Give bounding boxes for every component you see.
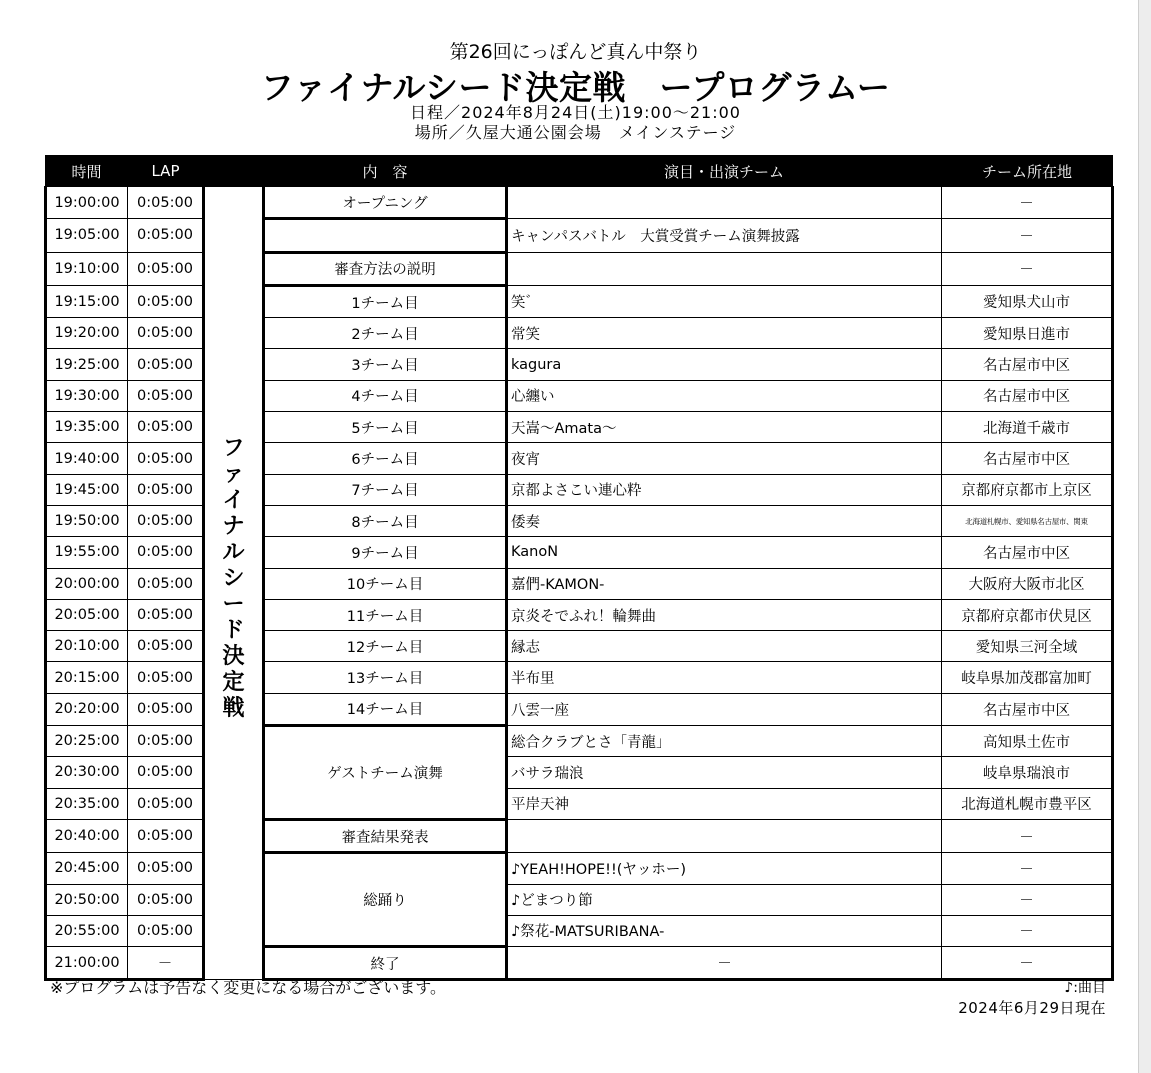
program-cell: 京炎そでふれ！輪舞曲 bbox=[507, 599, 942, 630]
program-cell bbox=[507, 819, 942, 852]
content-cell: 7チーム目 bbox=[264, 474, 507, 505]
content-cell: 11チーム目 bbox=[264, 599, 507, 630]
lap-cell: 0:05:00 bbox=[128, 853, 204, 884]
schedule-line: 日程／2024年8月24日(土)19:00〜21:00 bbox=[410, 103, 741, 122]
location-cell: － bbox=[942, 187, 1113, 219]
program-cell: 嘉們-KAMON- bbox=[507, 568, 942, 599]
time-cell: 19:35:00 bbox=[46, 412, 128, 443]
program-cell: 縁志 bbox=[507, 631, 942, 662]
content-cell: オープニング bbox=[264, 187, 507, 219]
lap-cell: 0:05:00 bbox=[128, 380, 204, 411]
program-cell: 倭奏 bbox=[507, 505, 942, 536]
lap-cell: 0:05:00 bbox=[128, 187, 204, 219]
program-table bbox=[44, 155, 1114, 981]
program-cell bbox=[507, 187, 942, 219]
location-cell: 京都府京都市上京区 bbox=[942, 474, 1113, 505]
time-cell: 20:50:00 bbox=[46, 884, 128, 915]
location-cell: 愛知県犬山市 bbox=[942, 285, 1113, 317]
lap-cell: 0:05:00 bbox=[128, 662, 204, 693]
location-cell: 北海道札幌市、愛知県名古屋市、関東 bbox=[942, 505, 1113, 536]
program-cell: KanoN bbox=[507, 537, 942, 568]
lap-cell: 0:05:00 bbox=[128, 443, 204, 474]
lap-cell: － bbox=[128, 947, 204, 980]
location-cell: 高知県土佐市 bbox=[942, 726, 1113, 757]
lap-cell: 0:05:00 bbox=[128, 505, 204, 536]
time-cell: 20:05:00 bbox=[46, 599, 128, 630]
lap-cell: 0:05:00 bbox=[128, 349, 204, 380]
lap-cell: 0:05:00 bbox=[128, 568, 204, 599]
lap-cell: 0:05:00 bbox=[128, 285, 204, 317]
content-cell: 8チーム目 bbox=[264, 505, 507, 536]
lap-cell: 0:05:00 bbox=[128, 252, 204, 285]
time-cell: 20:30:00 bbox=[46, 757, 128, 788]
content-cell: 終了 bbox=[264, 947, 507, 980]
lap-cell: 0:05:00 bbox=[128, 219, 204, 252]
lap-cell: 0:05:00 bbox=[128, 537, 204, 568]
lap-cell: 0:05:00 bbox=[128, 884, 204, 915]
division-cell bbox=[204, 187, 264, 980]
location-cell: － bbox=[942, 884, 1113, 915]
lap-cell: 0:05:00 bbox=[128, 726, 204, 757]
program-cell: キャンパスバトル 大賞受賞チーム演舞披露 bbox=[507, 219, 942, 252]
time-cell: 19:10:00 bbox=[46, 252, 128, 285]
location-cell: － bbox=[942, 853, 1113, 884]
content-cell: 6チーム目 bbox=[264, 443, 507, 474]
program-cell: 八雲一座 bbox=[507, 693, 942, 725]
location-cell: 名古屋市中区 bbox=[942, 693, 1113, 725]
table-row bbox=[46, 187, 1113, 219]
division-label: ファイナルシード決定戦 bbox=[222, 436, 245, 722]
program-cell: 平岸天神 bbox=[507, 788, 942, 819]
program-cell: ♪どまつり節 bbox=[507, 884, 942, 915]
program-cell: 総合クラブとさ「青龍」 bbox=[507, 726, 942, 757]
location-cell: － bbox=[942, 915, 1113, 946]
location-cell: 名古屋市中区 bbox=[942, 443, 1113, 474]
location-cell: 大阪府大阪市北区 bbox=[942, 568, 1113, 599]
content-cell: 審査結果発表 bbox=[264, 819, 507, 852]
time-cell: 19:50:00 bbox=[46, 505, 128, 536]
time-cell: 19:45:00 bbox=[46, 474, 128, 505]
program-cell: ♪YEAH!HOPE!!(ヤッホー) bbox=[507, 853, 942, 884]
location-cell: － bbox=[942, 252, 1113, 285]
time-cell: 19:05:00 bbox=[46, 219, 128, 252]
time-cell: 20:10:00 bbox=[46, 631, 128, 662]
location-cell: 北海道札幌市豊平区 bbox=[942, 788, 1113, 819]
time-cell: 19:15:00 bbox=[46, 285, 128, 317]
time-cell: 19:00:00 bbox=[46, 187, 128, 219]
lap-cell: 0:05:00 bbox=[128, 819, 204, 852]
program-cell: － bbox=[507, 947, 942, 980]
lap-cell: 0:05:00 bbox=[128, 915, 204, 946]
time-cell: 20:40:00 bbox=[46, 819, 128, 852]
column-header-location: チーム所在地 bbox=[942, 156, 1113, 187]
disclaimer-note: ※プログラムは予告なく変更になる場合がございます。 bbox=[50, 978, 446, 997]
program-cell: 心纏い bbox=[507, 380, 942, 411]
page-edge-shade bbox=[1138, 0, 1151, 1073]
legend-note: ♪:曲目 bbox=[1064, 980, 1106, 996]
location-cell: － bbox=[942, 219, 1113, 252]
content-cell: 2チーム目 bbox=[264, 318, 507, 349]
column-header-time: 時間 bbox=[46, 156, 128, 187]
program-cell: 夜宵 bbox=[507, 443, 942, 474]
program-cell: 天嵩〜Amata〜 bbox=[507, 412, 942, 443]
time-cell: 19:25:00 bbox=[46, 349, 128, 380]
column-header-program: 演目・出演チーム bbox=[507, 156, 942, 187]
lap-cell: 0:05:00 bbox=[128, 631, 204, 662]
content-cell: 3チーム目 bbox=[264, 349, 507, 380]
program-cell: バサラ瑞浪 bbox=[507, 757, 942, 788]
lap-cell: 0:05:00 bbox=[128, 318, 204, 349]
time-cell: 21:00:00 bbox=[46, 947, 128, 980]
page-title: ファイナルシード決定戦 ープログラムー bbox=[260, 68, 891, 107]
time-cell: 20:25:00 bbox=[46, 726, 128, 757]
event-subtitle: 第26回にっぽんど真ん中祭り bbox=[449, 41, 702, 63]
content-cell: 14チーム目 bbox=[264, 693, 507, 725]
program-cell: 笑゛ bbox=[507, 285, 942, 317]
content-cell: 13チーム目 bbox=[264, 662, 507, 693]
table-header-row bbox=[46, 156, 1113, 187]
content-cell: 5チーム目 bbox=[264, 412, 507, 443]
column-header-lap: LAP bbox=[128, 156, 204, 187]
time-cell: 19:40:00 bbox=[46, 443, 128, 474]
location-cell: － bbox=[942, 819, 1113, 852]
content-cell bbox=[264, 219, 507, 252]
time-cell: 20:20:00 bbox=[46, 693, 128, 725]
location-cell: 名古屋市中区 bbox=[942, 349, 1113, 380]
lap-cell: 0:05:00 bbox=[128, 693, 204, 725]
venue-line: 場所／久屋大通公園会場 メインステージ bbox=[414, 123, 737, 142]
program-cell: 京都よさこい連心粋 bbox=[507, 474, 942, 505]
time-cell: 20:00:00 bbox=[46, 568, 128, 599]
time-cell: 19:20:00 bbox=[46, 318, 128, 349]
lap-cell: 0:05:00 bbox=[128, 474, 204, 505]
location-cell: 名古屋市中区 bbox=[942, 537, 1113, 568]
program-cell: ♪祭花-MATSURIBANA- bbox=[507, 915, 942, 946]
content-cell: 4チーム目 bbox=[264, 380, 507, 411]
location-cell: － bbox=[942, 947, 1113, 980]
time-cell: 20:35:00 bbox=[46, 788, 128, 819]
lap-cell: 0:05:00 bbox=[128, 599, 204, 630]
content-cell: 12チーム目 bbox=[264, 631, 507, 662]
location-cell: 愛知県日進市 bbox=[942, 318, 1113, 349]
lap-cell: 0:05:00 bbox=[128, 757, 204, 788]
location-cell: 京都府京都市伏見区 bbox=[942, 599, 1113, 630]
time-cell: 19:30:00 bbox=[46, 380, 128, 411]
location-cell: 名古屋市中区 bbox=[942, 380, 1113, 411]
content-cell-guest: ゲストチーム演舞 bbox=[264, 726, 507, 820]
location-cell: 岐阜県瑞浪市 bbox=[942, 757, 1113, 788]
program-cell: 半布里 bbox=[507, 662, 942, 693]
program-cell: 常笑 bbox=[507, 318, 942, 349]
time-cell: 19:55:00 bbox=[46, 537, 128, 568]
content-cell: 10チーム目 bbox=[264, 568, 507, 599]
lap-cell: 0:05:00 bbox=[128, 412, 204, 443]
content-cell-sou-odori: 総踊り bbox=[264, 853, 507, 947]
time-cell: 20:45:00 bbox=[46, 853, 128, 884]
time-cell: 20:15:00 bbox=[46, 662, 128, 693]
location-cell: 岐阜県加茂郡富加町 bbox=[942, 662, 1113, 693]
content-cell: 審査方法の説明 bbox=[264, 252, 507, 285]
location-cell: 北海道千歳市 bbox=[942, 412, 1113, 443]
lap-cell: 0:05:00 bbox=[128, 788, 204, 819]
column-header-content: 内 容 bbox=[264, 156, 507, 187]
program-cell bbox=[507, 252, 942, 285]
time-cell: 20:55:00 bbox=[46, 915, 128, 946]
content-cell: 9チーム目 bbox=[264, 537, 507, 568]
location-cell: 愛知県三河全域 bbox=[942, 631, 1113, 662]
column-header-division bbox=[204, 156, 264, 187]
program-cell: kagura bbox=[507, 349, 942, 380]
as-of-date: 2024年6月29日現在 bbox=[958, 999, 1106, 1017]
content-cell: 1チーム目 bbox=[264, 285, 507, 317]
